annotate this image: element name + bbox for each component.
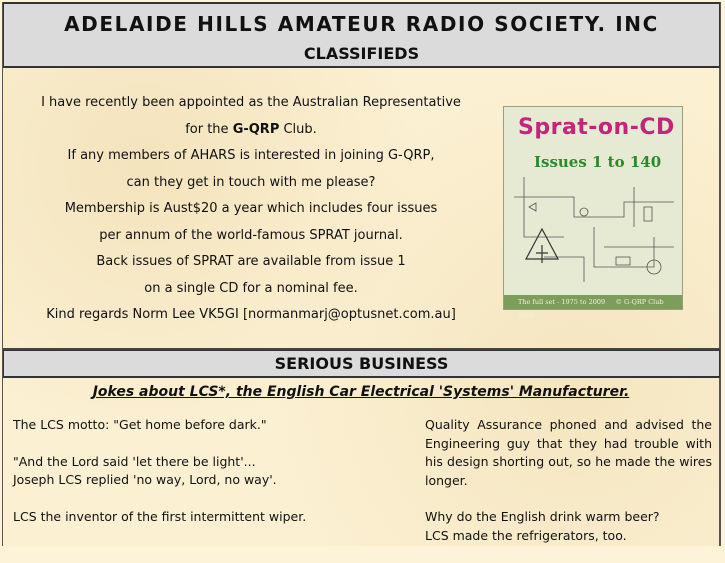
ad-line: Back issues of SPRAT are available from issue 1 bbox=[96, 254, 406, 269]
cd-footer-text: The full set - 1975 to 2009 bbox=[518, 298, 606, 306]
ad-line: can they get in touch with me please? bbox=[126, 174, 376, 190]
cd-subtitle: Issues 1 to 140 bbox=[534, 153, 662, 171]
classified-ad bbox=[3, 68, 720, 350]
ad-line: per annum of the world-famous SPRAT journal. bbox=[99, 227, 403, 243]
joke-item: LCS the inventor of the first intermittent wiper. bbox=[13, 508, 307, 524]
cd-copyright: © G-QRP Club 2009 bbox=[518, 298, 664, 320]
society-title: ADELAIDE HILLS AMATEUR RADIO SOCIETY. INC bbox=[64, 12, 659, 36]
ad-line bbox=[19, 117, 483, 144]
ad-line: Membership is Aust$20 a year which includes four issues bbox=[64, 201, 438, 216]
section-title-serious: SERIOUS BUSINESS bbox=[274, 354, 449, 373]
ad-line-prefix: for the bbox=[185, 121, 233, 137]
ad-line: I have recently been appointed as the Australian Representative bbox=[41, 95, 461, 110]
sprat-cd-image bbox=[503, 106, 683, 320]
page-header bbox=[3, 2, 720, 68]
jokes-right-column bbox=[425, 416, 712, 563]
ad-text bbox=[19, 90, 483, 329]
section-header-serious bbox=[3, 350, 720, 378]
joke-line: "And the Lord said 'let there be light'... bbox=[13, 453, 256, 469]
ad-line: on a single CD for a nominal fee. bbox=[144, 280, 358, 296]
joke-line: LCS made the refrigerators, too. bbox=[425, 527, 627, 543]
joke-item bbox=[13, 453, 403, 490]
page bbox=[2, 2, 721, 546]
joke-item: The LCS motto: "Get home before dark." bbox=[13, 417, 267, 432]
joke-item: Quality Assurance phoned and advised the Engineering guy that they had trouble with his design shorting out, so he made the wires longer. bbox=[425, 417, 712, 488]
jokes-heading: Jokes about LCS*, the English Car Electrical 'Systems' Manufacturer. bbox=[92, 384, 630, 400]
ad-line: Kind regards Norm Lee VK5GI [normanmarj@optusnet.com.au] bbox=[46, 307, 456, 322]
cd-title: Sprat-on-CD bbox=[518, 115, 675, 140]
section-title-classifieds: CLASSIFIEDS bbox=[303, 44, 420, 63]
jokes-left-column bbox=[13, 416, 403, 544]
ad-line-suffix: Club. bbox=[279, 121, 317, 137]
gqrp-brand: G-QRP bbox=[232, 121, 280, 137]
joke-line: Why do the English drink warm beer? bbox=[425, 509, 660, 524]
cd-footer bbox=[504, 295, 682, 320]
joke-line: Joseph LCS replied 'no way, Lord, no way'. bbox=[13, 472, 277, 487]
ad-line: If any members of AHARS is interested in joining G-QRP, bbox=[67, 148, 435, 163]
joke-item bbox=[425, 508, 712, 545]
